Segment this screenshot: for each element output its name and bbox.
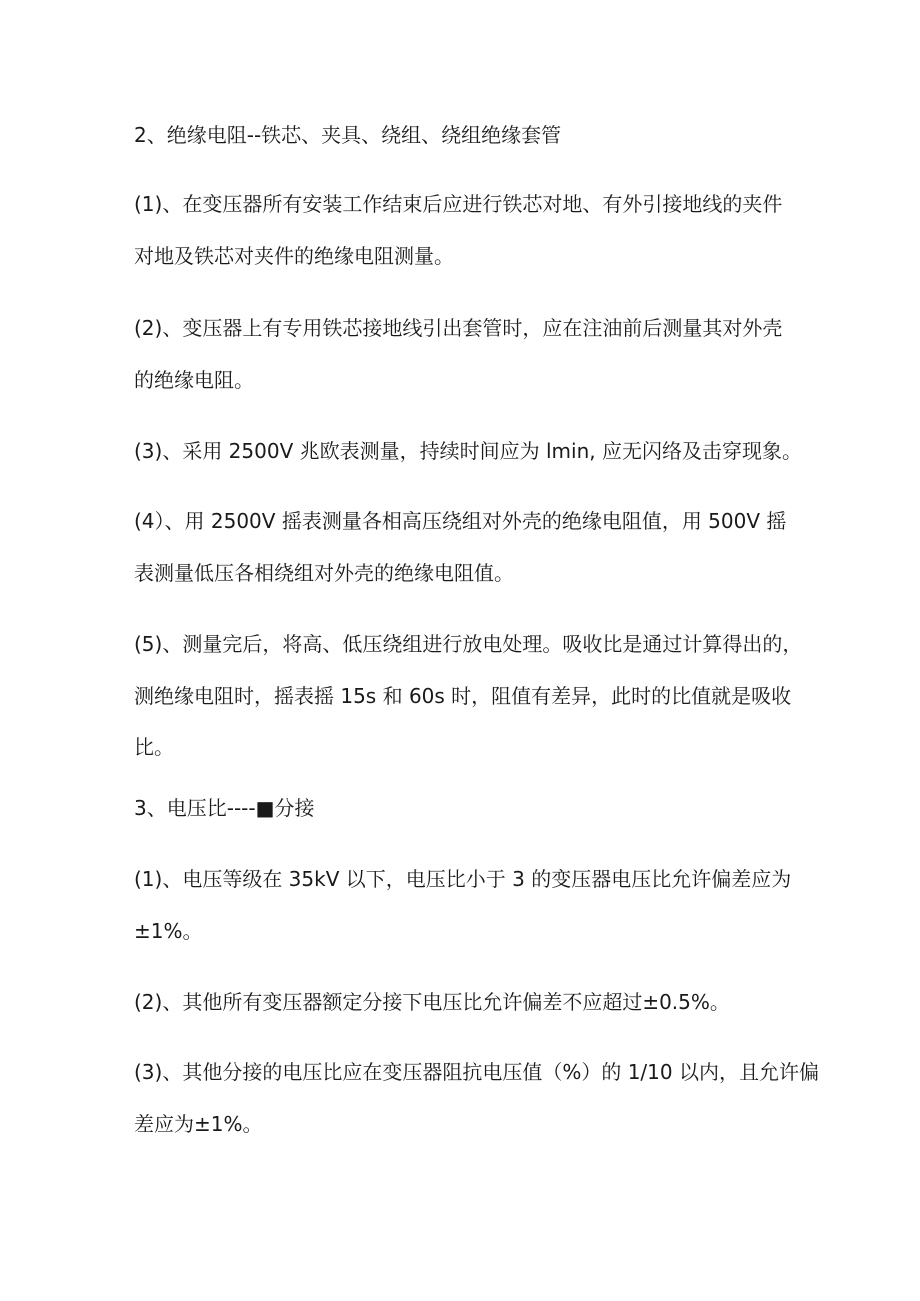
paragraph-line: 测绝缘电阻时，摇表摇 15s 和 60s 时，阻值有差异，此时的比值就是吸收 — [134, 684, 792, 708]
paragraph-line: 差应为±1%。 — [134, 1112, 263, 1136]
paragraph-line: 的绝缘电阻。 — [134, 368, 254, 392]
paragraph-line: (3)、采用 2500V 兆欧表测量，持续时间应为 lmin, 应无闪络及击穿现象。 — [134, 439, 802, 463]
paragraph-line: (3)、其他分接的电压比应在变压器阻抗电压值（%）的 1/10 以内，且允许偏 — [134, 1060, 819, 1084]
section-heading-voltage-ratio: 3、电压比----■分接 — [134, 796, 315, 820]
paragraph-line: (4）、用 2500V 摇表测量各相高压绕组对外壳的绝缘电阻值，用 500V 摇 — [134, 509, 787, 533]
paragraph-line: (5)、测量完后，将高、低压绕组进行放电处理。吸收比是通过计算得出的， — [134, 632, 803, 656]
paragraph-line: (1)、在变压器所有安装工作结束后应进行铁芯对地、有外引接地线的夹件 — [134, 192, 783, 216]
paragraph-line: 比。 — [134, 735, 174, 759]
paragraph-line: 表测量低压各相绕组对外壳的绝缘电阻值。 — [134, 561, 514, 585]
paragraph-line: 对地及铁芯对夹件的绝缘电阻测量。 — [134, 244, 454, 268]
paragraph-line: ±1%。 — [134, 919, 203, 943]
section-heading-insulation-resistance: 2、绝缘电阻--铁芯、夹具、绕组、绕组绝缘套管 — [134, 123, 562, 147]
paragraph-line: (1)、电压等级在 35kV 以下，电压比小于 3 的变压器电压比允许偏差应为 — [134, 867, 792, 891]
paragraph-line: (2)、其他所有变压器额定分接下电压比允许偏差不应超过±0.5%。 — [134, 990, 730, 1014]
paragraph-line: (2)、变压器上有专用铁芯接地线引出套管时，应在注油前后测量其对外壳 — [134, 316, 783, 340]
